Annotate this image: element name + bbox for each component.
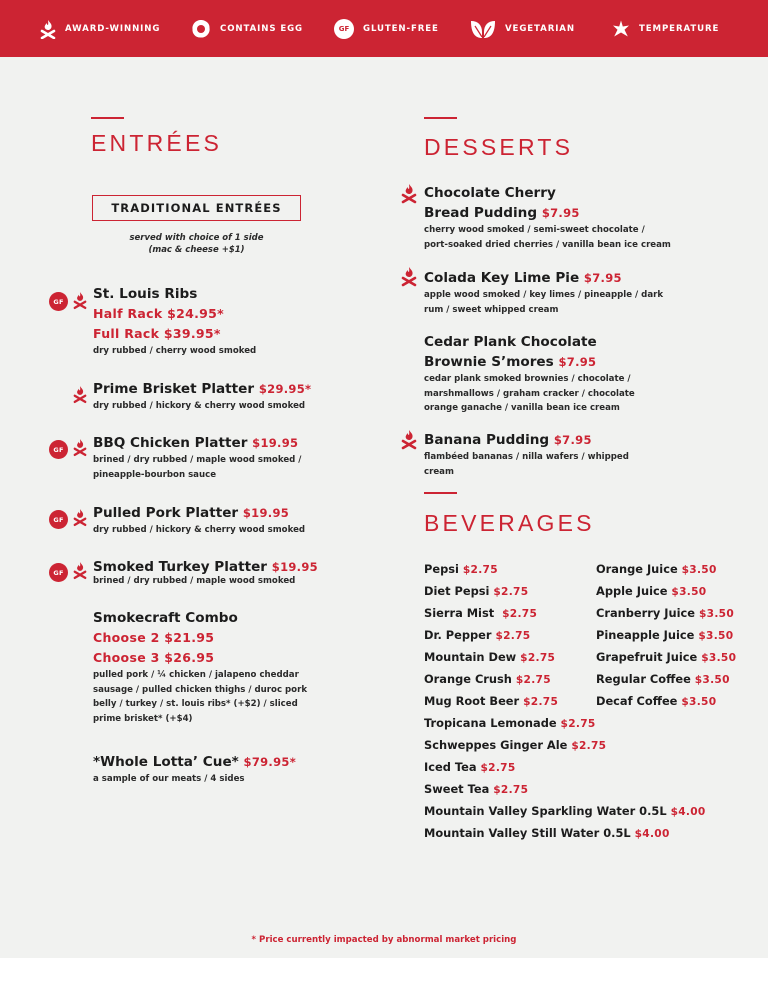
beverage-item: Iced Tea $2.75 [424,760,516,774]
beverage-item: Apple Juice $3.50 [596,584,707,598]
beverage-item: Pepsi $2.75 [424,562,498,576]
beverage-item: Regular Coffee $3.50 [596,672,730,686]
menu-item-st-louis-ribs: St. Louis Ribs Half Rack $24.95* Full Rack $39.95* dry rubbed / cherry wood smoked [93,286,257,356]
menu-item-bbq-chicken: BBQ Chicken Platter $19.95 brined / dry rubbed / maple wood smoked / pineapple-bourbon sauce [93,435,302,480]
menu-item-smokecraft-combo: Smokecraft Combo Choose 2 $21.95 Choose 3 $26.95 pulled pork / ¼ chicken / jalapeno cheddar sausage / pulled chicken thighs / duroc pork belly / turkey / st. louis ribs* (+$2) / sliced prime brisket* (+$4) [93,610,308,724]
gluten-free-badge: GF [49,563,68,582]
beverage-item: Pineapple Juice $3.50 [596,628,734,642]
beverage-item: Dr. Pepper $2.75 [424,628,531,642]
campfire-icon [73,559,87,581]
leaf-icon [470,19,496,39]
gf-badge-icon: GF [334,19,354,39]
desserts-title: DESSERTS [424,134,574,160]
beverages-title: BEVERAGES [424,510,595,536]
beverage-item: Mountain Dew $2.75 [424,650,556,664]
menu-item-smoked-turkey: Smoked Turkey Platter $19.95 brined / dry rubbed / maple wood smoked [93,559,318,586]
campfire-icon [401,427,417,451]
beverage-item: Mountain Valley Sparkling Water 0.5L $4.00 [424,804,706,818]
campfire-icon [73,506,87,528]
beverage-item: Sweet Tea $2.75 [424,782,529,796]
entrees-rule [91,117,124,119]
egg-icon [191,19,211,39]
entrees-title: ENTRÉES [91,130,223,156]
star-icon [612,20,630,38]
beverage-item: Orange Crush $2.75 [424,672,551,686]
beverage-item: Orange Juice $3.50 [596,562,717,576]
beverage-item: Sierra Mist $2.75 [424,606,538,620]
beverage-item: Schweppes Ginger Ale $2.75 [424,738,607,752]
legend-vegetarian: VEGETARIAN [470,0,575,57]
campfire-icon [73,289,87,311]
legend-award-winning: AWARD-WINNING [40,0,160,57]
price-footnote: * Price currently impacted by abnormal market pricing [251,935,517,945]
legend-gluten-free: GF GLUTEN-FREE [334,0,439,57]
beverages-rule [424,492,457,494]
beverage-item: Decaf Coffee $3.50 [596,694,717,708]
beverage-item: Mug Root Beer $2.75 [424,694,559,708]
beverage-item: Diet Pepsi $2.75 [424,584,529,598]
beverage-item: Tropicana Lemonade $2.75 [424,716,596,730]
campfire-icon [73,436,87,458]
gluten-free-badge: GF [49,292,68,311]
desserts-rule [424,117,457,119]
campfire-icon [401,264,417,288]
menu-item-whole-lotta-cue: *Whole Lotta’ Cue* $79.95* a sample of our meats / 4 sides [93,754,297,784]
legend-contains-egg: CONTAINS EGG [191,0,303,57]
traditional-entrees-box [92,195,301,221]
gluten-free-badge: GF [49,440,68,459]
dessert-chocolate-cherry-bread-pudding: Chocolate Cherry Bread Pudding $7.95 cherry wood smoked / semi-sweet chocolate / port-soaked dried cherries / vanilla bean ice cream [424,185,671,250]
dessert-banana-pudding: Banana Pudding $7.95 flambéed bananas / nilla wafers / whipped cream [424,432,629,477]
legend-bar [0,0,768,57]
campfire-icon [73,383,87,405]
dessert-colada-key-lime-pie: Colada Key Lime Pie $7.95 apple wood smoked / key limes / pineapple / dark rum / sweet whipped cream [424,270,664,315]
beverage-item: Mountain Valley Still Water 0.5L $4.00 [424,826,670,840]
campfire-icon [401,181,417,205]
beverage-item: Cranberry Juice $3.50 [596,606,734,620]
dessert-cedar-plank-brownie-smores: Cedar Plank Chocolate Brownie S’mores $7.95 cedar plank smoked brownies / chocolate / marshmallows / graham cracker / chocolate orange ganache / vanilla bean ice cream [424,334,635,413]
campfire-icon [40,19,56,39]
beverage-item: Grapefruit Juice $3.50 [596,650,737,664]
gluten-free-badge: GF [49,510,68,529]
menu-item-pulled-pork: Pulled Pork Platter $19.95 dry rubbed / hickory & cherry wood smoked [93,505,306,535]
traditional-entrees-heading: TRADITIONAL ENTRÉES [111,201,282,215]
menu-item-prime-brisket: Prime Brisket Platter $29.95* dry rubbed / hickory & cherry wood smoked [93,381,312,411]
served-with-note: served with choice of 1 side (mac & cheese +$1) [129,233,264,255]
legend-temperature: TEMPERATURE [612,0,719,57]
